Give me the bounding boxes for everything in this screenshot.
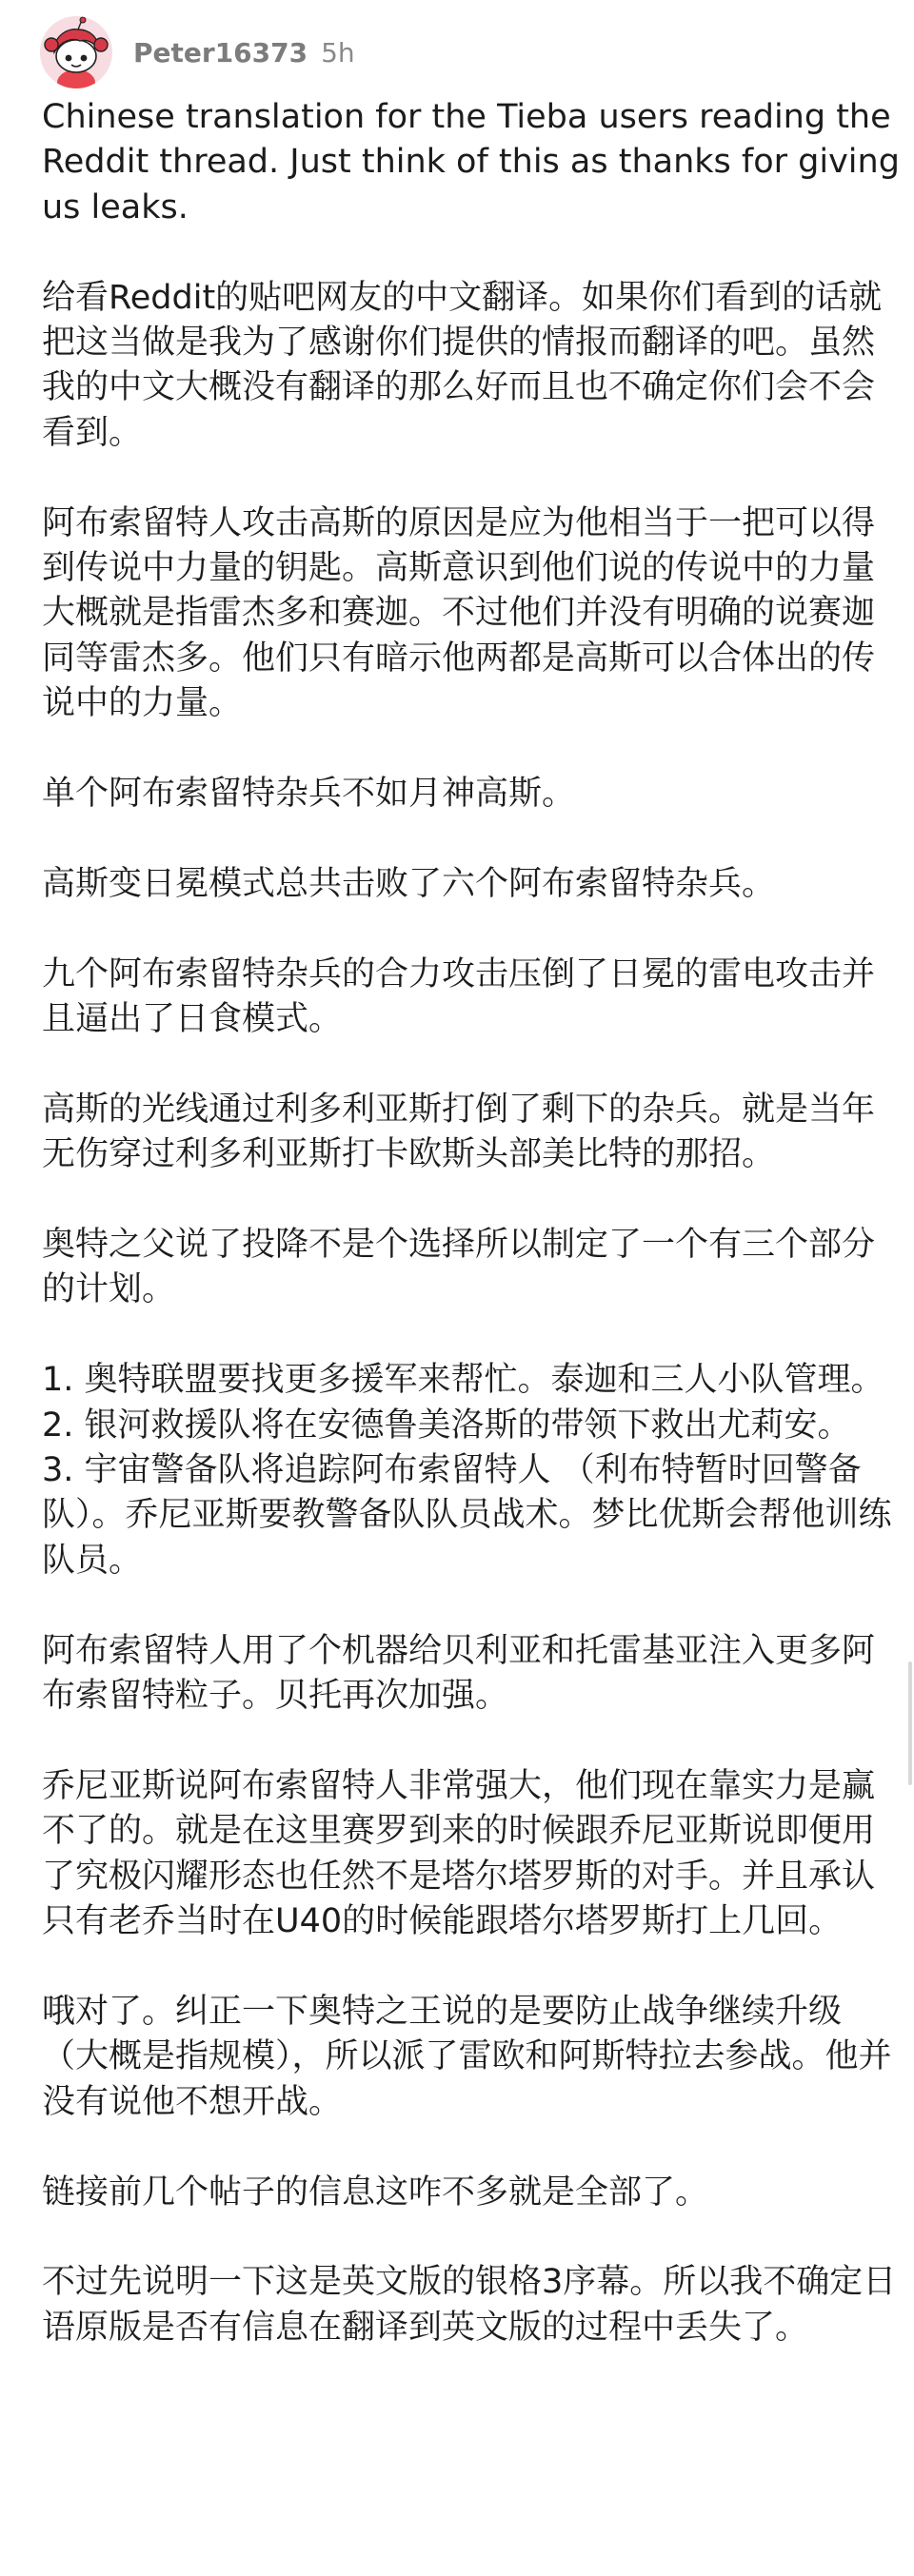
comment-paragraph-english: Chinese translation for the Tieba users reading the Reddit thread. Just think of this as thanks for giving us leaks. — [42, 98, 911, 226]
scrollbar-thumb[interactable] — [908, 1662, 912, 1785]
comment-paragraph: 哦对了。纠正一下奥特之王说的是要防止战争继续升级（大概是指规模），所以派了雷欧和阿斯特拉去参战。他并没有说他不想开战。 — [42, 1992, 892, 2121]
list-item: 2. 银河救援队将在安德鲁美洛斯的带领下救出尤莉安。 — [42, 1406, 851, 1445]
comment-age: 5h — [321, 36, 355, 69]
plan-list — [42, 1358, 901, 1583]
comment-paragraph: 阿布索留特人攻击高斯的原因是应为他相当于一把可以得到传说中力量的钥匙。高斯意识到他们说的传说中的力量大概就是指雷杰多和赛迦。不过他们并没有明确的说赛迦同等雷杰多。他们只有暗示他两都是高斯可以合体出的传说中的力量。 — [42, 503, 876, 723]
reddit-snoo-avatar-icon[interactable] — [40, 16, 112, 88]
comment-body — [42, 95, 911, 2396]
list-item: 1. 奥特联盟要找更多援军来帮忙。泰迦和三人小队管理。 — [42, 1361, 884, 1400]
comment-paragraph: 不过先说明一下这是英文版的银格3序幕。所以我不确定日语原版是否有信息在翻译到英文版的过程中丢失了。 — [42, 2263, 897, 2347]
comment-paragraph-intro: 给看Reddit的贴吧网友的中文翻译。如果你们看到的话就把这当做是我为了感谢你们提供的情报而翻译的吧。虽然我的中文大概没有翻译的那么好而且也不确定你们会不会看到。 — [42, 278, 883, 452]
comment-meta — [133, 37, 355, 69]
comment-header — [40, 13, 355, 91]
list-item: 3. 宇宙警备队将追踪阿布索留特人 （利布特暂时回警备队）。乔尼亚斯要教警备队队员战术。梦比优斯会帮他训练队员。 — [42, 1451, 892, 1580]
comment-paragraph: 奥特之父说了投降不是个选择所以制定了一个有三个部分的计划。 — [42, 1226, 876, 1309]
comment-paragraph: 高斯的光线通过利多利亚斯打倒了剩下的杂兵。就是当年无伤穿过利多利亚斯打卡欧斯头部美比特的那招。 — [42, 1090, 876, 1174]
comment-paragraph: 单个阿布索留特杂兵不如月神高斯。 — [42, 775, 576, 814]
comment-paragraph: 九个阿布索留特杂兵的合力攻击压倒了日冕的雷电攻击并且逼出了日食模式。 — [42, 954, 876, 1039]
comment-paragraph: 阿布索留特人用了个机器给贝利亚和托雷基亚注入更多阿布索留特粒子。贝托再次加强。 — [42, 1631, 876, 1716]
username-link[interactable]: Peter16373 — [133, 36, 308, 69]
comment-paragraph: 乔尼亚斯说阿布索留特人非常强大，他们现在靠实力是赢不了的。就是在这里赛罗到来的时候跟乔尼亚斯说即便用了究极闪耀形态也任然不是塔尔塔罗斯的对手。并且承认只有老乔当时在U40的时候能跟塔尔塔罗斯打上几回。 — [42, 1766, 876, 1941]
comment-paragraph: 链接前几个帖子的信息这咋不多就是全部了。 — [42, 2173, 709, 2212]
comment-paragraph: 高斯变日冕模式总共击败了六个阿布索留特杂兵。 — [42, 864, 776, 903]
